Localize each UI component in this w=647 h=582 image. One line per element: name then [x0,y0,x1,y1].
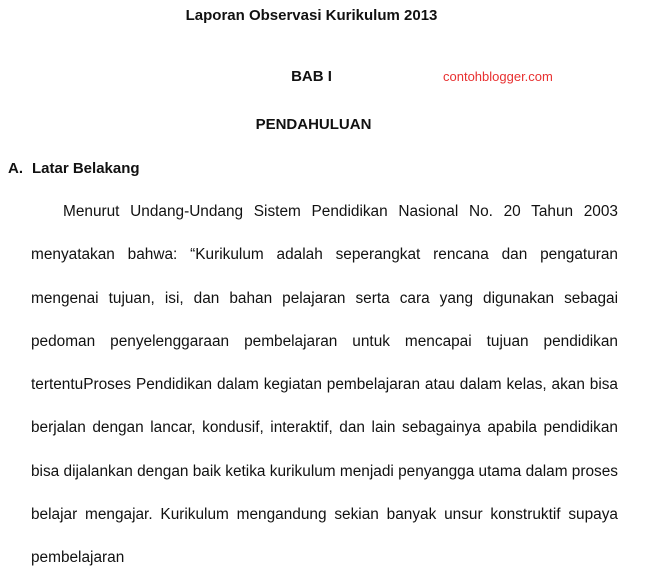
body-paragraph: Menurut Undang-Undang Sistem Pendidikan Nasional No. 20 Tahun 2003 menyatakan bahwa: “Kurikulum adalah seperangkat rencana dan pengaturan mengenai tujuan, isi, dan bahan pelajaran serta cara yang digunakan sebagai pedoman penyelenggaraan pembelajaran untuk mencapai tujuan pendidikan tertentuProses Pendidikan dalam kegiatan pembelajaran atau dalam kelas, akan bisa berjalan dengan lancar, kondusif, interaktif, dan lain sebagainya apabila pendidikan bisa dijalankan dengan baik ketika kurikulum menjadi penyangga utama dalam proses belajar mengajar. Kurikulum mengandung sekian banyak unsur konstruktif supaya pembelajaran [31,203,618,567]
chapter-title: PENDAHULUAN [255,116,372,133]
section-number: A. [8,160,23,177]
document-title: Laporan Observasi Kurikulum 2013 [185,7,438,24]
watermark-text: contohblogger.com [443,69,553,84]
chapter-number: BAB I [291,68,332,85]
section-heading [8,160,140,177]
section-title: Latar Belakang [32,160,140,177]
